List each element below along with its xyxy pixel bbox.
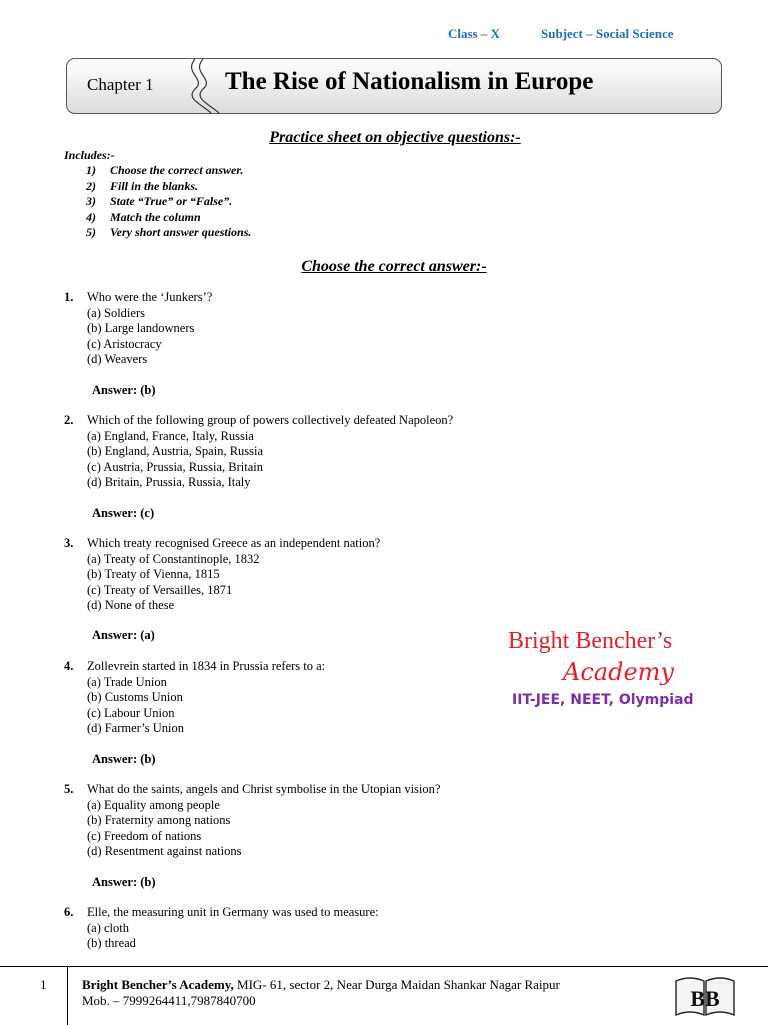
option: (c) Aristocracy — [87, 336, 162, 351]
includes-item-text: State “True” or “False”. — [110, 194, 233, 208]
sheet-title: Practice sheet on objective questions:- — [269, 129, 521, 146]
includes-item-text: Very short answer questions. — [110, 225, 252, 239]
option: (d) Farmer’s Union — [87, 721, 184, 735]
includes-item-number: 5) — [86, 225, 96, 239]
option: (a) Soldiers — [87, 305, 145, 320]
includes-item-text: Fill in the blanks. — [110, 178, 199, 193]
includes-item — [86, 194, 251, 210]
choose-answer-title: Choose the correct answer:- — [301, 258, 487, 275]
answer: Answer: (b) — [92, 875, 156, 889]
option: (d) Weavers — [87, 352, 148, 366]
class-label: Class – X — [448, 26, 501, 41]
question-number: 3. — [64, 536, 74, 550]
answer: Answer: (b) — [92, 383, 156, 397]
option: (d) Resentment against nations — [87, 844, 242, 858]
option: (a) cloth — [87, 920, 129, 935]
option: (b) Customs Union — [87, 690, 183, 704]
question-options — [87, 798, 241, 860]
option: (d) Britain, Prussia, Russia, Italy — [87, 475, 251, 489]
question-number: 6. — [64, 905, 74, 919]
logo-text: BB — [690, 986, 720, 1011]
question-number: 4. — [64, 659, 74, 673]
includes-item-number: 4) — [86, 209, 96, 224]
option: (c) Austria, Prussia, Russia, Britain — [87, 459, 264, 474]
option: (b) Fraternity among nations — [87, 813, 231, 827]
footer-org-name: Bright Bencher’s Academy, — [82, 977, 234, 992]
option: (c) Treaty of Versailles, 1871 — [87, 582, 233, 597]
includes-item — [86, 179, 251, 195]
book-logo-icon — [672, 973, 738, 1019]
chapter-banner — [66, 58, 722, 114]
option: (b) Treaty of Vienna, 1815 — [87, 567, 220, 581]
option: (d) None of these — [87, 598, 175, 612]
question-text: Zollevrein started in 1834 in Prussia refers to a: — [87, 659, 326, 673]
question-text: Which treaty recognised Greece as an independent nation? — [87, 536, 381, 550]
option: (a) Equality among people — [87, 797, 220, 812]
option: (c) Labour Union — [87, 705, 175, 720]
includes-list — [86, 163, 251, 241]
question-text: What do the saints, angels and Christ symbolise in the Utopian vision? — [87, 782, 441, 796]
chapter-title: The Rise of Nationalism in Europe — [225, 68, 594, 95]
includes-item — [86, 210, 251, 226]
option: (b) England, Austria, Spain, Russia — [87, 444, 264, 458]
includes-item — [86, 163, 251, 179]
option: (c) Freedom of nations — [87, 828, 202, 843]
brand-name: Bright Bencher’s — [508, 628, 673, 654]
includes-item — [86, 225, 251, 241]
includes-item-number: 2) — [86, 178, 96, 193]
answer: Answer: (b) — [92, 752, 156, 766]
question-text: Elle, the measuring unit in Germany was used to measure: — [87, 905, 379, 919]
includes-label: Includes:- — [64, 148, 115, 162]
question-options — [87, 429, 263, 491]
option: (a) Trade Union — [87, 674, 167, 689]
brand-academy: Academy — [563, 658, 674, 686]
includes-item-text: Match the column — [110, 209, 201, 224]
option: (b) Large landowners — [87, 321, 195, 335]
question-options — [87, 552, 260, 614]
answer: Answer: (a) — [92, 628, 155, 642]
question-options — [87, 921, 136, 952]
option: (a) Treaty of Constantinople, 1832 — [87, 551, 260, 566]
question-text: Who were the ‘Junkers’? — [87, 290, 213, 304]
page-footer — [0, 966, 768, 1025]
subject-label: Subject – Social Science — [541, 26, 674, 41]
answer: Answer: (c) — [92, 506, 155, 520]
footer-address-text: MIG- 61, sector 2, Near Durga Maidan Shankar Nagar Raipur — [233, 977, 560, 992]
option: (b) thread — [87, 936, 136, 950]
footer-phone: Mob. – 7999264411,7987840700 — [82, 993, 256, 1008]
page-number: 1 — [40, 977, 47, 992]
brand-tagline: IIT-JEE, NEET, Olympiad — [512, 692, 694, 708]
footer-address — [82, 977, 560, 1009]
includes-item-text: Choose the correct answer. — [110, 163, 244, 177]
option: (a) England, France, Italy, Russia — [87, 428, 254, 443]
question-number: 2. — [64, 413, 74, 427]
swirl-separator-icon — [181, 59, 221, 113]
footer-divider — [67, 967, 68, 1025]
chapter-label: Chapter 1 — [87, 75, 154, 94]
question-text: Which of the following group of powers collectively defeated Napoleon? — [87, 413, 454, 427]
question-number: 1. — [64, 290, 74, 304]
question-number: 5. — [64, 782, 74, 796]
includes-item-number: 3) — [86, 194, 96, 208]
question-options — [87, 675, 184, 737]
includes-item-number: 1) — [86, 163, 96, 177]
question-options — [87, 306, 194, 368]
